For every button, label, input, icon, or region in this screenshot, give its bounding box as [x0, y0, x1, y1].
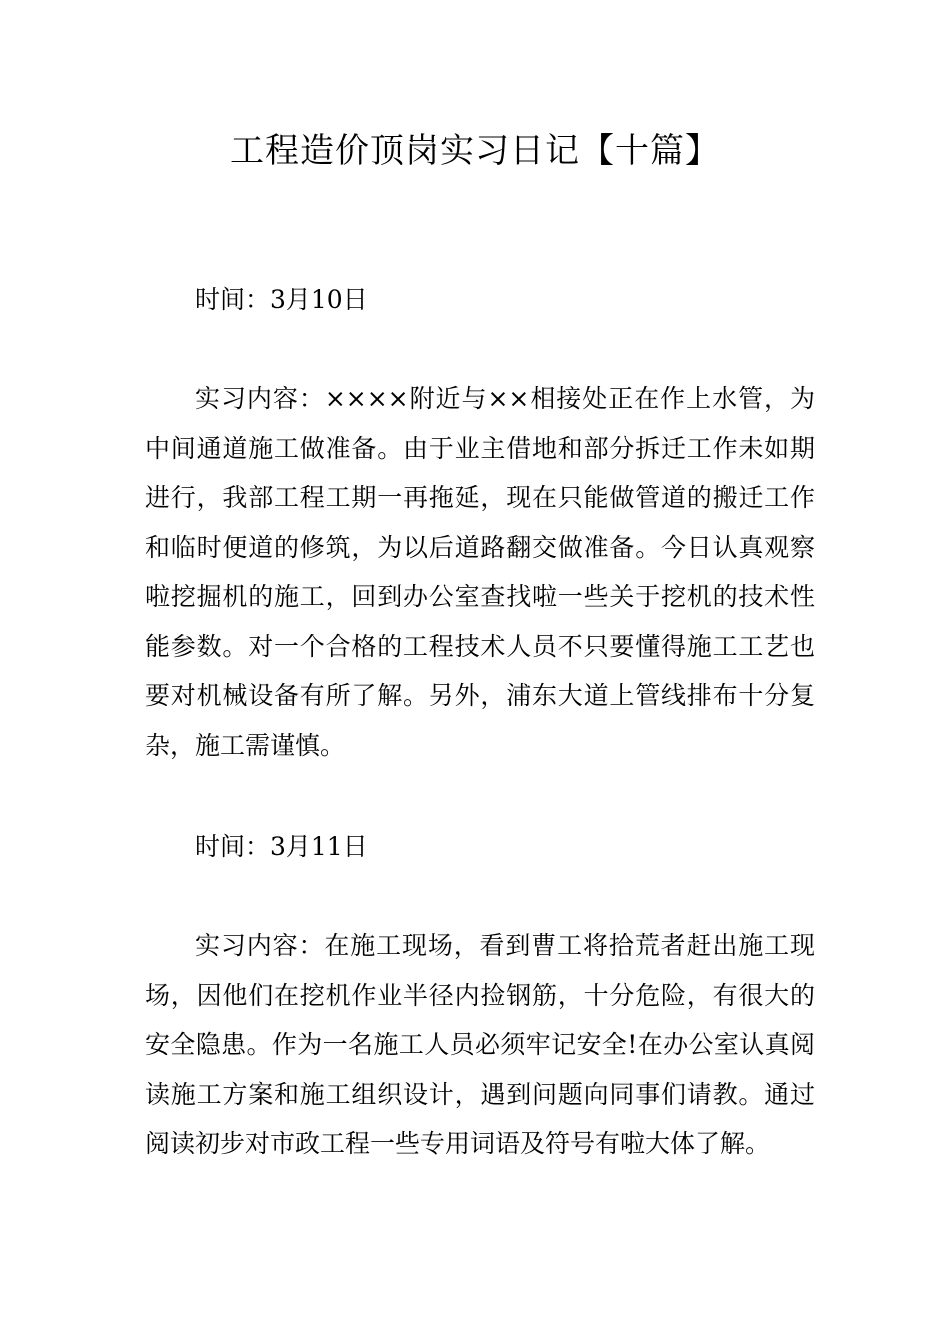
entry-time: 时间：3月10日	[195, 285, 368, 314]
entry-content: 实习内容：在施工现场，看到曹工将拾荒者赶出施工现场，因他们在挖机作业半径内捡钢筋，十分危险，有很大的安全隐患。作为一名施工人员必须牢记安全!在办公室认真阅读施工方案和施工组织设计，遇到问题向同事们请教。通过阅读初步对市政工程一些专用词语及符号有啦大体了解。	[145, 931, 815, 1158]
entry-time: 时间：3月11日	[195, 832, 368, 861]
entry-content: 实习内容：××××附近与××相接处正在作上水管，为中间通道施工做准备。由于业主借地和部分拆迁工作未如期进行，我部工程工期一再拖延，现在只能做管道的搬迁工作和临时便道的修筑，为以后道路翻交做准备。今日认真观察啦挖掘机的施工，回到办公室查找啦一些关于挖机的技术性能参数。对一个合格的工程技术人员不只要懂得施工工艺也要对机械设备有所了解。另外，浦东大道上管线排布十分复杂，施工需谨慎。	[145, 384, 815, 760]
document-title: 工程造价顶岗实习日记【十篇】	[230, 131, 720, 171]
